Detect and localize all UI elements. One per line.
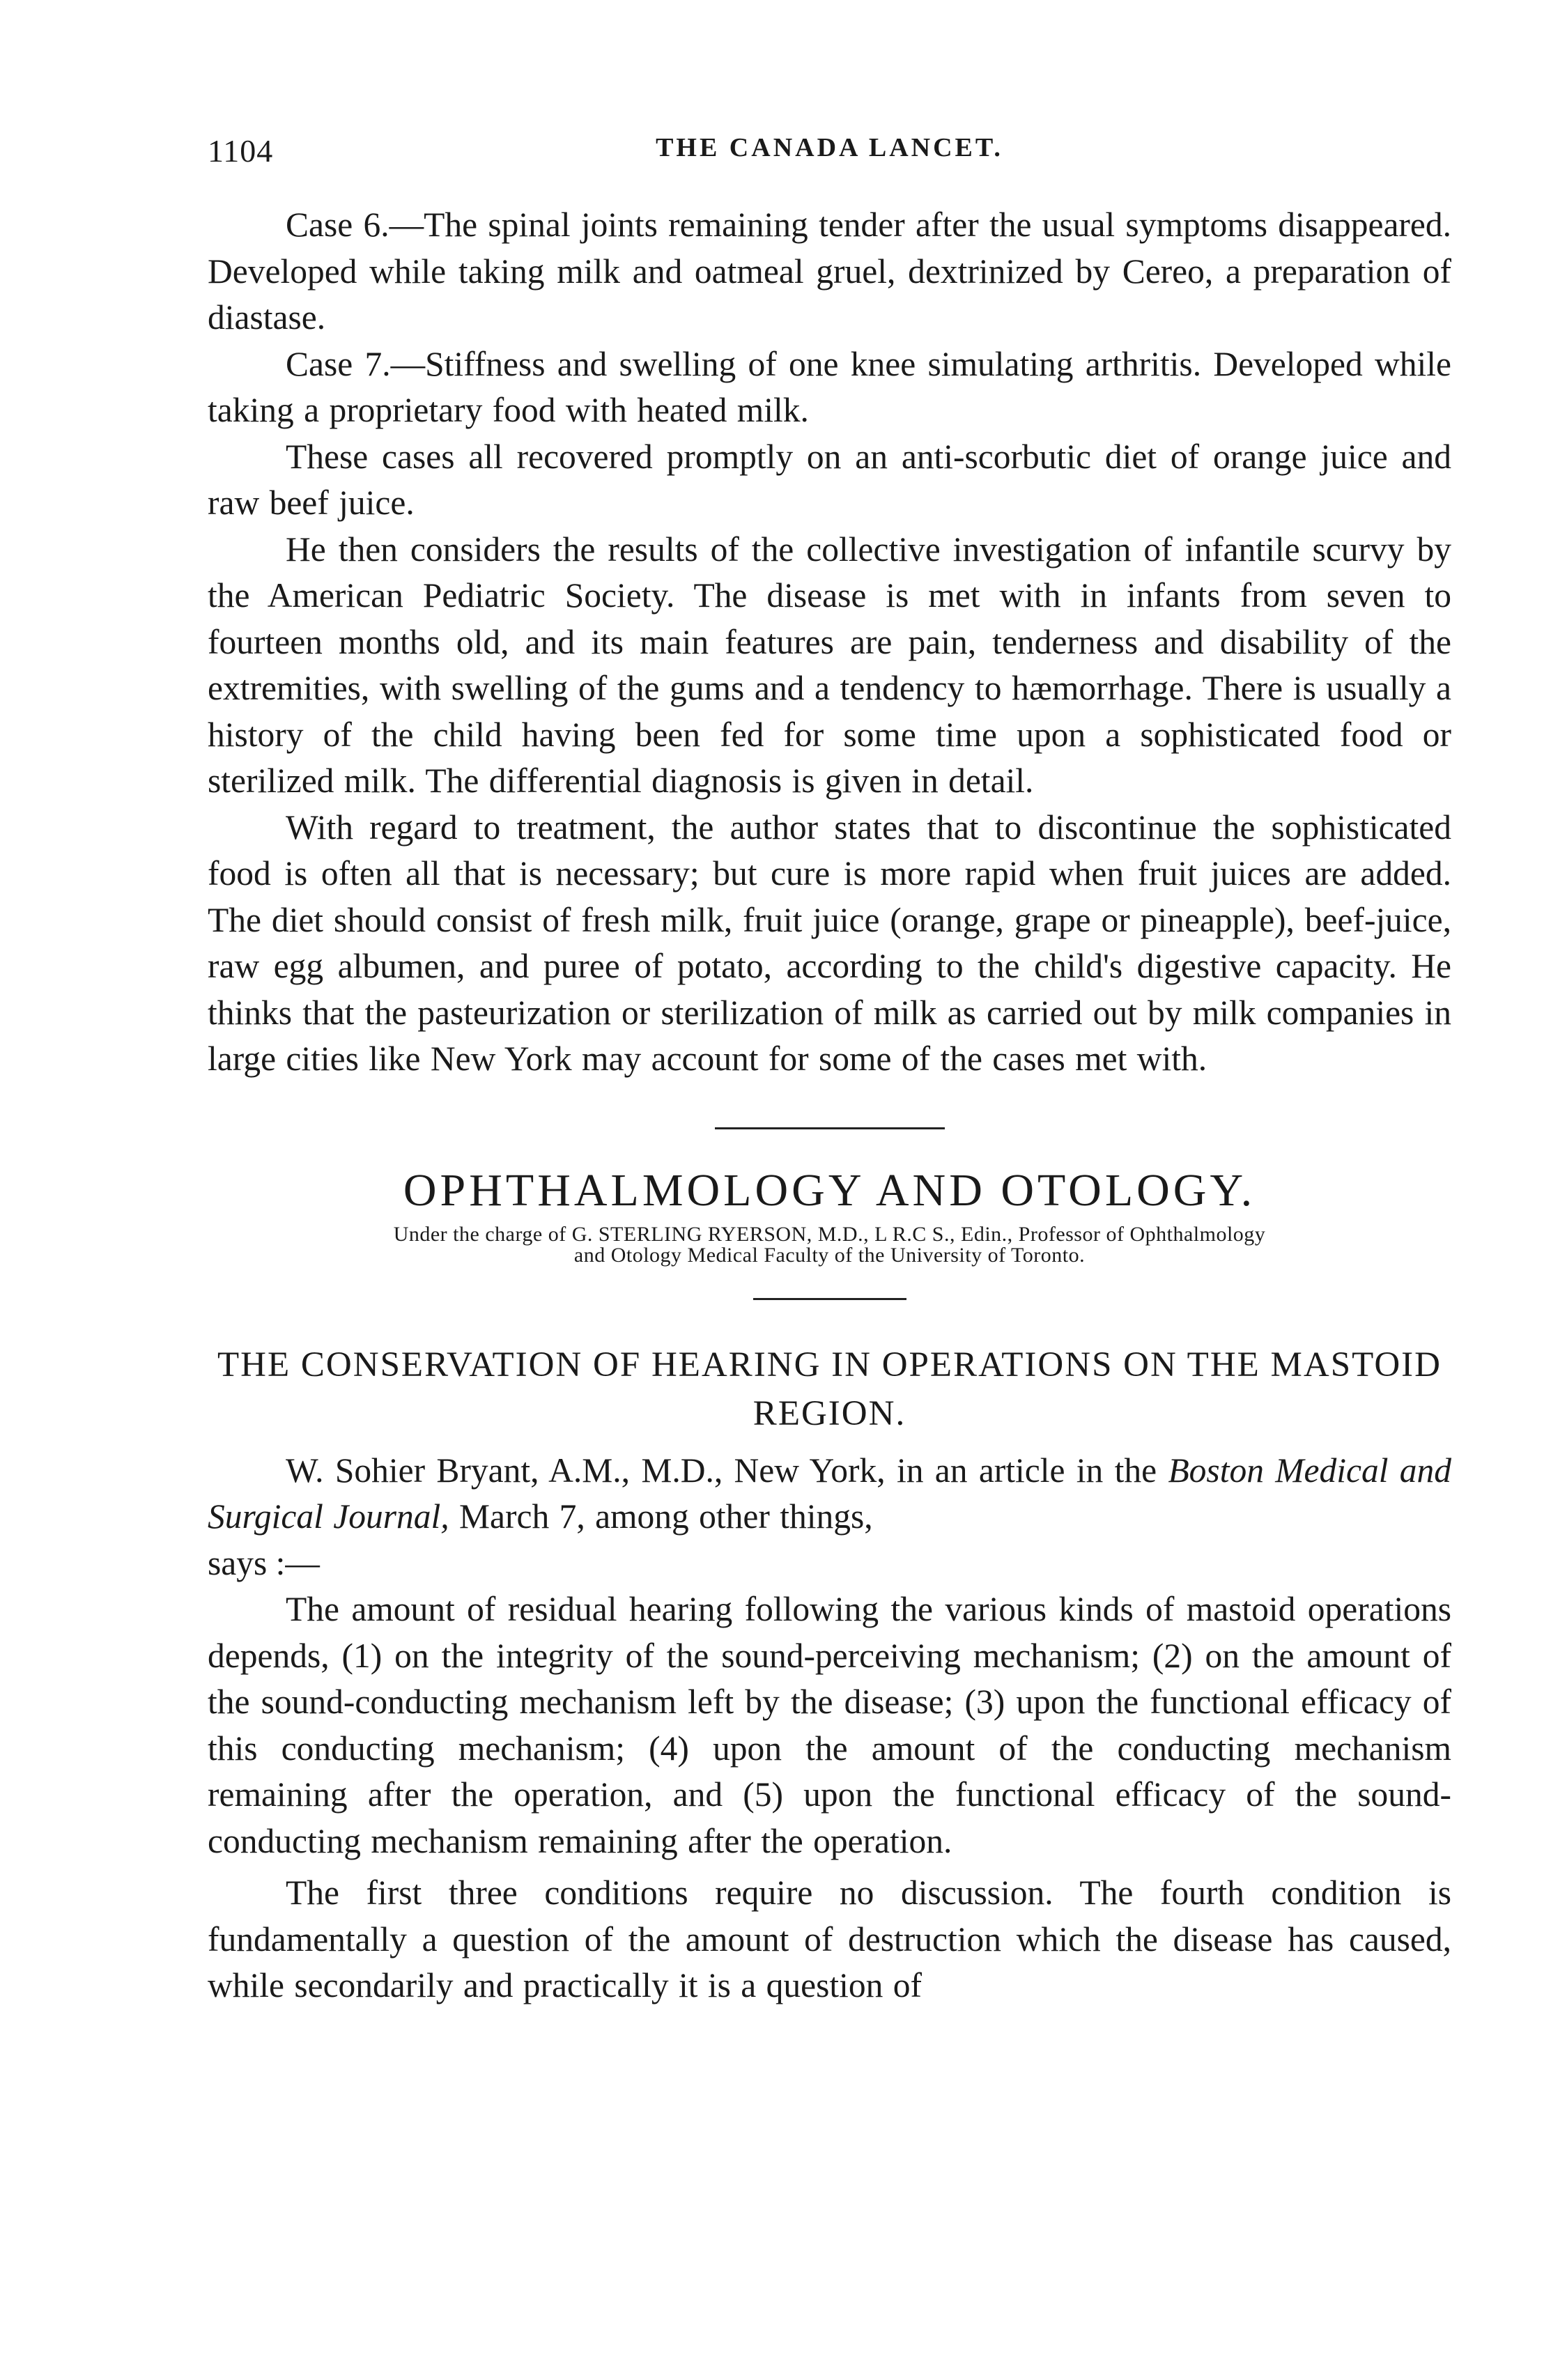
conditions-paragraph: The first three conditions require no discussion. The fourth condition is fundamentally a question of the amount of destruction which the disease has caused, while secondarily and practically it is a question of — [208, 1873, 1451, 2004]
residual-hearing-paragraph: The amount of residual hearing following the various kinds of mastoid operations depends, (1) on the integrity of the sound-perceiving mechanism; (2) on the amount of the sound-conducting mechanism left by the disease; (3) upon the functional efficacy of this conducting mechanism; (4) upon the amount of the conducting mechanism remaining after the operation, and (5) upon the functional efficacy of the sound-conducting mechanism remaining after the operation. — [208, 1590, 1451, 1860]
investigation-paragraph: He then considers the results of the collective investigation of infantile scurvy by the American Pediatric Society. The disease is met with in infants from seven to fourteen months old, and its main features are pain, tenderness and disability of the extremities, with swelling of the gums and a tendency to hæmorrhage. There is usually a history of the child having been fed for some time upon a sophisticated food or sterilized milk. The differential diagnosis is given in detail. — [208, 530, 1451, 800]
treatment-paragraph: With regard to treatment, the author states that to discontinue the sophisticated food is often all that is necessary; but cure is more rapid when fruit juices are added. The diet should consist of fresh milk, fruit juice (orange, grape or pineapple), beef-juice, raw egg albumen, and puree of potato, according to the child's digestive capacity. He thinks that the pasteurization or sterilization of milk as carried out by milk companies in large cities like New York may account for some of the cases met with. — [208, 808, 1451, 1078]
editor-note-line-1: Under the charge of G. STERLING RYERSON, M.D., L R.C S., Edin., Professor of Ophthalmology — [393, 1222, 1266, 1246]
case-6-paragraph: Case 6.—The spinal joints remaining tender after the usual symptoms disappeared. Developed while taking milk and oatmeal gruel, dextrinized by Cereo, a preparation of diastase. — [208, 206, 1451, 337]
journal-title: THE CANADA LANCET. — [656, 133, 1003, 162]
page — [208, 132, 1451, 2009]
section-divider — [715, 1127, 945, 1129]
intro-after: March 7, among other things, — [459, 1497, 873, 1536]
section-heading: OPHTHALMOLOGY AND OTOLOGY. — [403, 1164, 1256, 1216]
article-intro — [208, 1448, 1451, 1540]
case-7-paragraph: Case 7.—Stiffness and swelling of one knee simulating arthritis. Developed while taking a proprietary food with heated milk. — [208, 344, 1451, 429]
recovery-paragraph: These cases all recovered promptly on an anti-scorbutic diet of orange juice and raw beef juice. — [208, 437, 1451, 522]
article-divider — [753, 1298, 906, 1300]
says-line: says :— — [208, 1543, 320, 1582]
page-number: 1104 — [208, 133, 274, 169]
editor-note — [208, 1224, 1451, 1266]
intro-journal: Boston Medical and Surgical Journal, — [208, 1451, 1452, 1536]
intro-before: W. Sohier Bryant, A.M., M.D., New York, in an article in the — [286, 1451, 1157, 1490]
editor-note-line-2: and Otology Medical Faculty of the University of Toronto. — [573, 1243, 1086, 1267]
article-title: THE CONSERVATION OF HEARING IN OPERATIONS ON THE MASTOID REGION. — [217, 1345, 1442, 1433]
running-head — [208, 132, 1451, 181]
